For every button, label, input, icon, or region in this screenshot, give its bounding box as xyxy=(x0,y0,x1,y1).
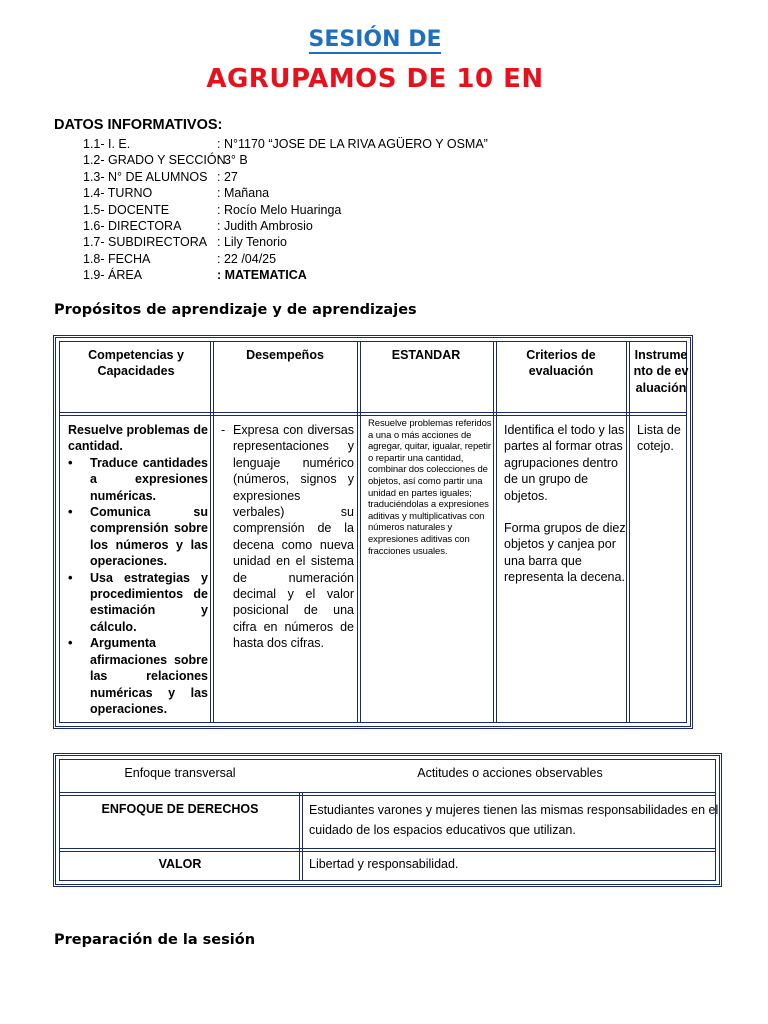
info-row-ie: 1.1- I. E. : N°1170 “JOSE DE LA RIVA AGÜERO Y OSMA” xyxy=(83,137,488,151)
competencia-text: Resuelve problemas de cantidad. xyxy=(68,423,208,454)
capacidad-item: • Traduce cantidades a expresiones numéricas. xyxy=(90,455,208,504)
header-instrumento: Instrumento de evaluación xyxy=(633,348,689,395)
propositos-heading: Propósitos de aprendizaje y de aprendizajes xyxy=(54,302,417,318)
capacidad-item: • Usa estrategias y procedimientos de estimación y cálculo. xyxy=(90,570,208,636)
instrumento-text: Lista de cotejo. xyxy=(637,423,681,454)
row-divider xyxy=(60,792,715,796)
competencias-cell xyxy=(68,422,208,717)
enfoque-derechos-value: Estudiantes varones y mujeres tienen las mismas responsabilidades en el cuidado de los espacios educativos que utilizan. xyxy=(309,803,719,837)
capacidad-item: • Comunica su comprensión sobre los números y las operaciones. xyxy=(90,504,208,570)
info-row-turno: 1.4- TURNO : Mañana xyxy=(83,186,270,201)
header-competencias: Competencias y Capacidades xyxy=(88,348,184,379)
valor-label: VALOR xyxy=(158,857,202,871)
column-divider xyxy=(210,342,214,722)
info-row-docente: 1.5- DOCENTE : Rocío Melo Huaringa xyxy=(83,202,342,217)
valor-value: Libertad y responsabilidad. xyxy=(309,857,459,871)
info-row-subdirectora: 1.7- SUBDIRECTORA : Lily Tenorio xyxy=(83,235,287,250)
info-row-fecha: 1.8- FECHA : 22 /04/25 xyxy=(83,251,277,266)
estandar-text: Resuelve problemas referidos a una o más acciones de agregar, quitar, igualar, repetir o repartir una cantidad, combinar dos colecciones de objetos, así como partir una unidad en partes iguales; traduciéndolas a expresiones aditivas y multiplicativas con números naturales y expresiones aditivas con fracciones usuales. xyxy=(368,418,492,557)
desempeno-text: - Expresa con diversas representaciones y lenguaje numérico (números, signos y expresiones verbales) su comprensión de la decena como nueva unidad en el sistema de numeración decimal y el valor posicional de una cifra en números de hasta dos cifras. xyxy=(221,422,354,652)
row-divider xyxy=(60,848,715,852)
session-title-line1: SESIÓN DE xyxy=(308,27,442,52)
enfoque-transversal-header: Enfoque transversal xyxy=(124,766,236,780)
info-row-alumnos: 1.3- N° DE ALUMNOS : 27 xyxy=(83,169,238,184)
column-divider xyxy=(626,342,630,722)
datos-informativos-heading: DATOS INFORMATIVOS: xyxy=(54,117,223,133)
criterio-1: Identifica el todo y las partes al formar otras agrupaciones dentro de un grupo de objetos. xyxy=(504,423,625,503)
header-criterios: Criterios de evaluación xyxy=(526,348,596,379)
criterio-2: Forma grupos de diez objetos y canjea por una barra que representa la decena. xyxy=(504,521,626,585)
enfoque-derechos-label: ENFOQUE DE DERECHOS xyxy=(101,802,259,816)
session-title-line2: AGRUPAMOS DE 10 EN xyxy=(206,64,544,94)
info-row-grado: 1.2- GRADO Y SECCIÓN : 3° B xyxy=(83,153,248,168)
desempeno-cell xyxy=(221,422,354,652)
info-row-directora: 1.6- DIRECTORA : Judith Ambrosio xyxy=(83,218,313,233)
column-divider xyxy=(357,342,361,722)
column-divider xyxy=(493,342,497,722)
header-row-divider xyxy=(60,412,686,416)
preparacion-heading: Preparación de la sesión xyxy=(54,932,256,948)
propositos-table-grid xyxy=(59,341,687,723)
propositos-table xyxy=(53,335,693,729)
actitudes-header: Actitudes o acciones observables xyxy=(417,766,603,780)
capacidad-item: • Argumenta afirmaciones sobre las relaciones numéricas y las operaciones. xyxy=(90,635,208,717)
datos-informativos-list xyxy=(83,137,488,285)
info-row-area: 1.9- ÁREA : MATEMATICA xyxy=(83,268,307,283)
capacidades-list xyxy=(68,455,208,718)
header-desempenos: Desempeños xyxy=(246,348,324,362)
enfoque-table xyxy=(53,753,722,887)
header-estandar: ESTANDAR xyxy=(391,348,461,362)
enfoque-table-grid xyxy=(59,759,719,881)
criterios-cell xyxy=(504,422,626,586)
